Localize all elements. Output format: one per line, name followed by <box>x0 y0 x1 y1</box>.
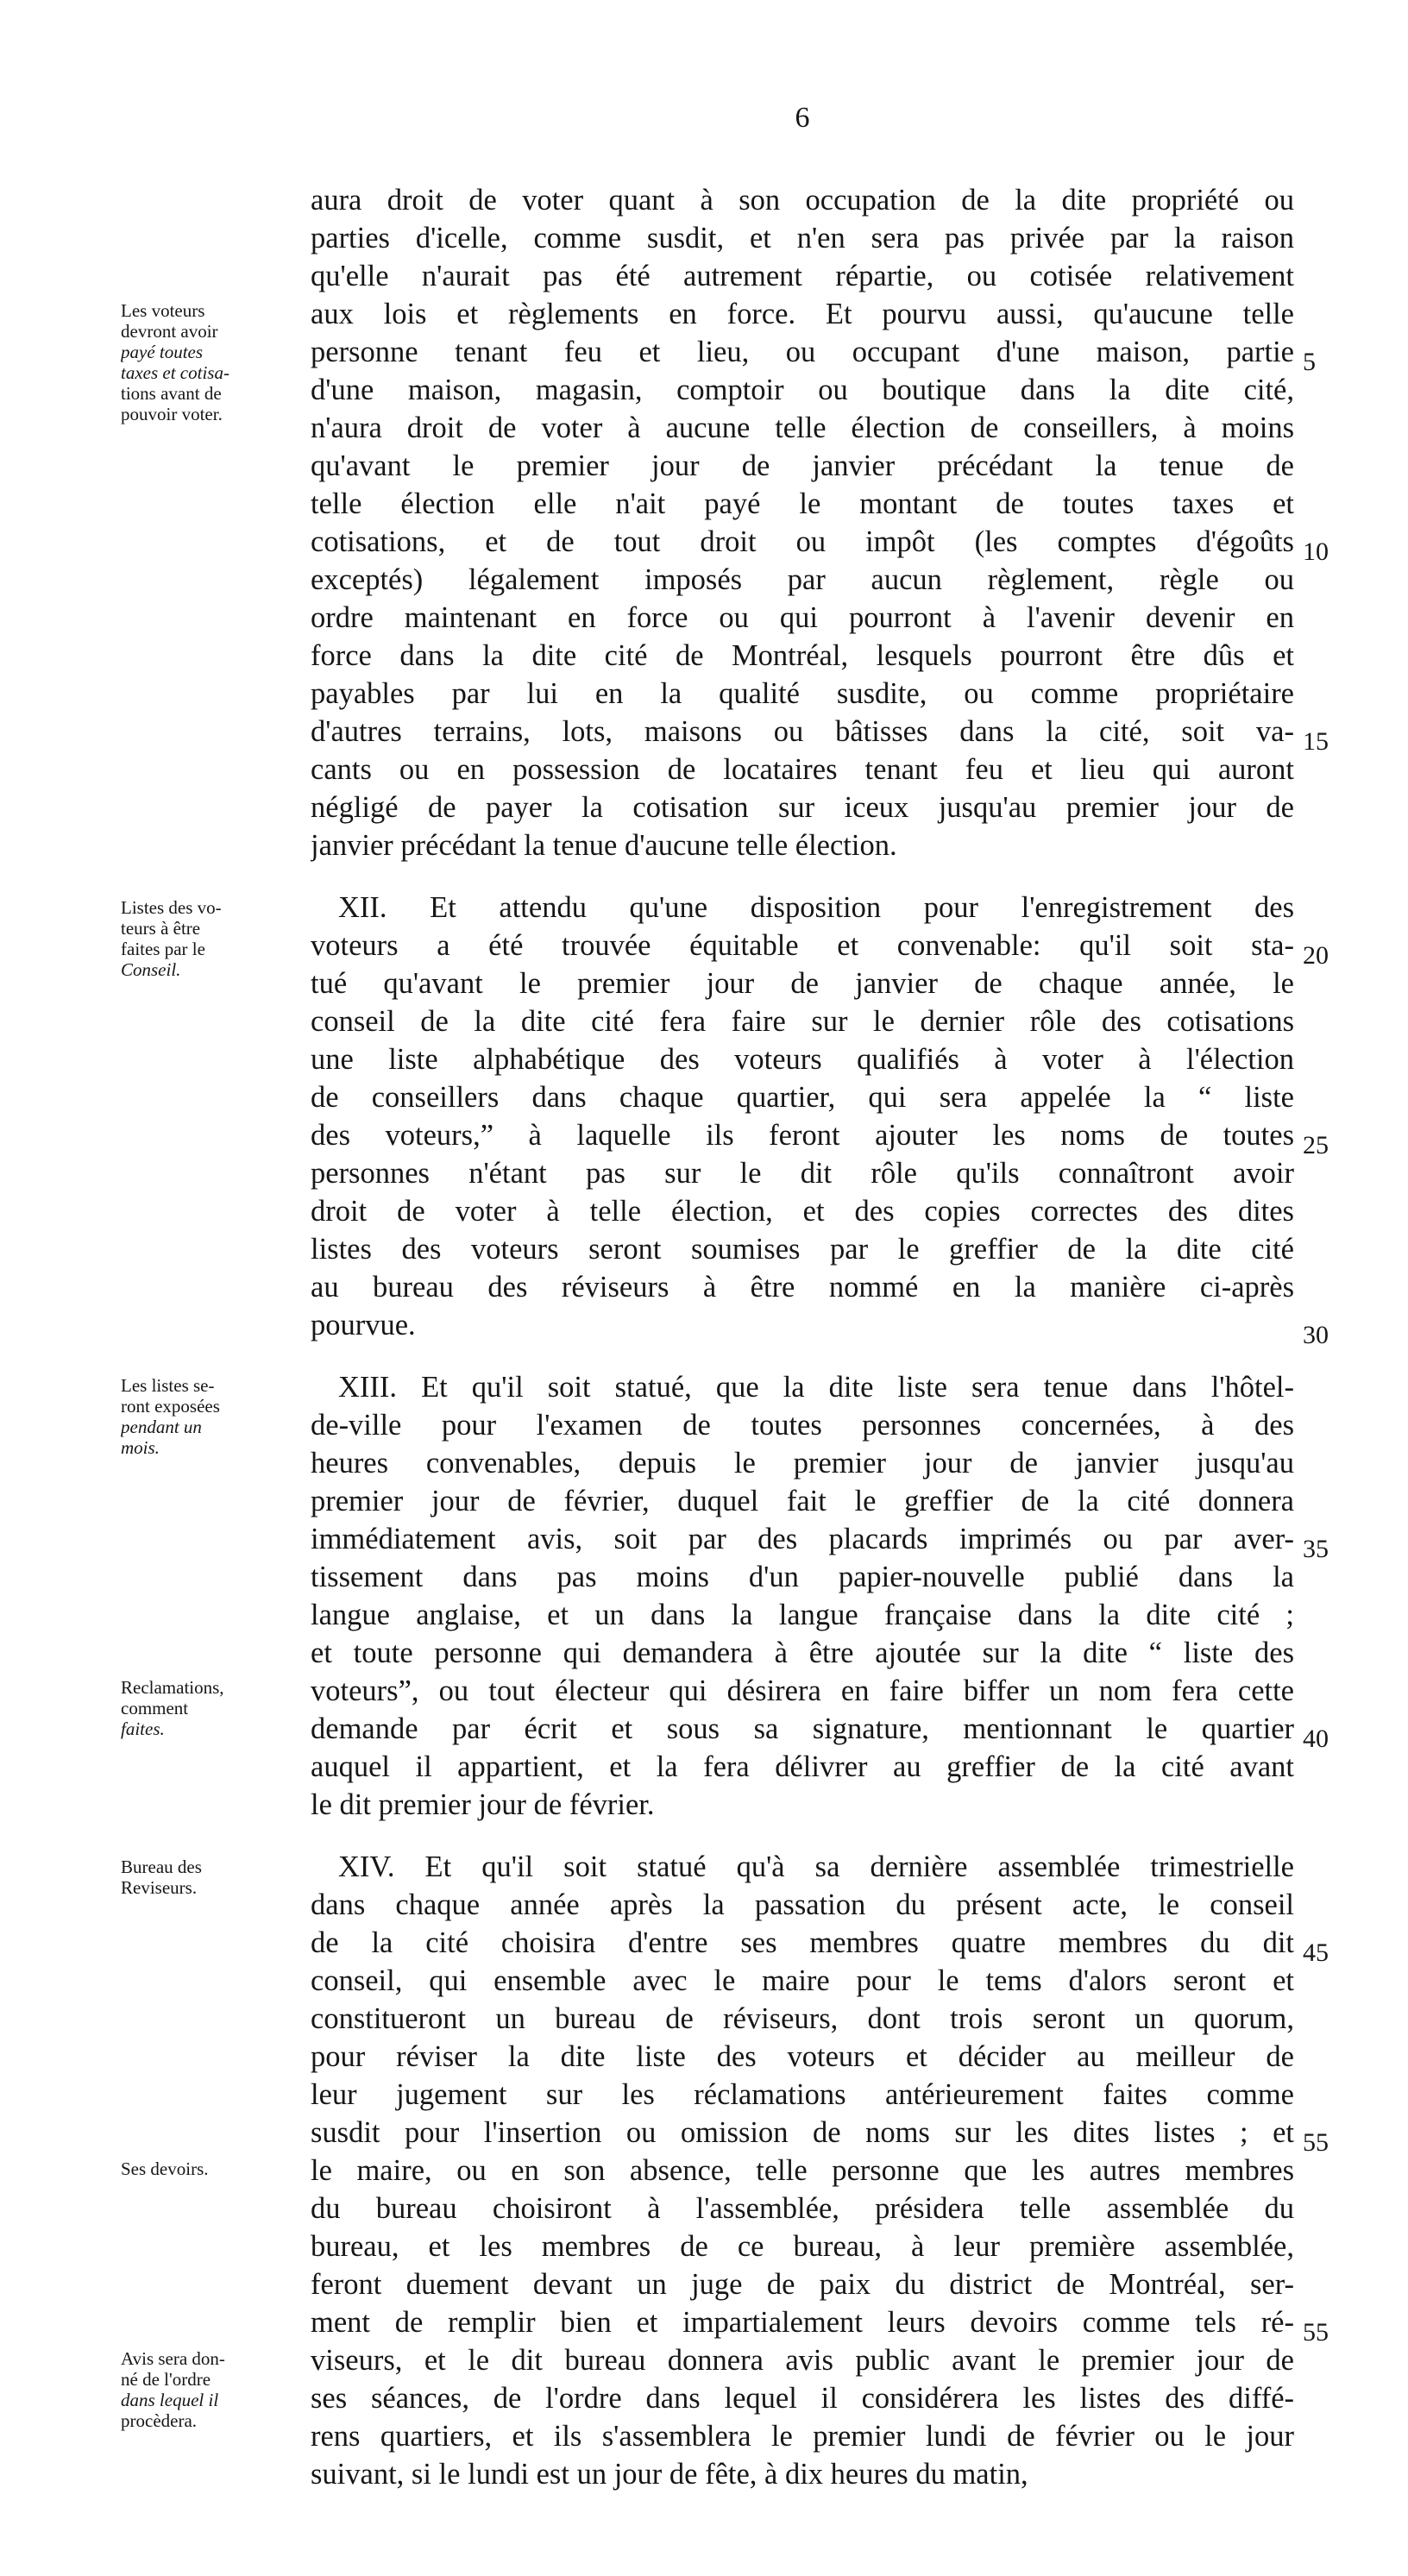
section-heading-line: XII. Et attendu qu'une disposition pour l'enregistrement des <box>338 891 1294 924</box>
text-line: susdit pour l'insertion ou omission de noms sur les dites listes ; et <box>311 2116 1294 2149</box>
text-line: ses séances, de l'ordre dans lequel il considérera les listes des diffé- <box>311 2382 1294 2415</box>
text-line: de conseillers dans chaque quartier, qui sera appelée la “ liste <box>311 1081 1294 1114</box>
text-line: viseurs, et le dit bureau donnera avis public avant le premier jour de <box>311 2344 1294 2377</box>
text-line: une liste alphabétique des voteurs qualifiés à voter à l'élection <box>311 1043 1294 1076</box>
text-line: force dans la dite cité de Montréal, lesquels pourront être dûs et <box>311 639 1294 672</box>
text-line: suivant, si le lundi est un jour de fête, à dix heures du matin, <box>311 2458 1028 2491</box>
text-line: tissement dans pas moins d'un papier-nouvelle publié dans la <box>311 1561 1294 1593</box>
margin-note-line: procèdera. <box>121 2410 198 2431</box>
margin-note-line: Conseil. <box>121 959 181 980</box>
line-number: 15 <box>1303 727 1329 756</box>
margin-note-line: mois. <box>121 1437 160 1458</box>
text-line: aura droit de voter quant à son occupation de la dite propriété ou <box>311 184 1294 217</box>
text-line: tué qu'avant le premier jour de janvier de chaque année, le <box>311 967 1294 1000</box>
margin-note-line: faites par le <box>121 939 205 959</box>
text-line: heures convenables, depuis le premier jour de janvier jusqu'au <box>311 1447 1294 1480</box>
text-line: le maire, ou en son absence, telle personne que les autres membres <box>311 2154 1294 2187</box>
text-line: aux lois et règlements en force. Et pourvu aussi, qu'aucune telle <box>311 298 1294 330</box>
text-line: janvier précédant la tenue d'aucune telle élection. <box>311 829 897 862</box>
margin-note-line: Avis sera don- <box>121 2348 225 2369</box>
text-line: bureau, et les membres de ce bureau, à leur première assemblée, <box>311 2230 1294 2263</box>
line-number: 40 <box>1303 1725 1329 1753</box>
text-line: constitueront un bureau de réviseurs, dont trois seront un quorum, <box>311 2002 1294 2035</box>
text-line: immédiatement avis, soit par des placards imprimés ou par aver- <box>311 1523 1294 1555</box>
text-line: telle élection elle n'ait payé le montant de toutes taxes et <box>311 487 1294 520</box>
text-line: conseil de la dite cité fera faire sur le dernier rôle des cotisations <box>311 1005 1294 1038</box>
line-number: 55 <box>1303 2128 1329 2157</box>
margin-note-line: Listes des vo- <box>121 897 222 918</box>
text-line: négligé de payer la cotisation sur iceux jusqu'au premier jour de <box>311 791 1294 824</box>
text-line: cants ou en possession de locataires tenant feu et lieu qui auront <box>311 753 1294 786</box>
text-line: rens quartiers, et ils s'assemblera le premier lundi de février ou le jour <box>311 2420 1294 2453</box>
text-line: de la cité choisira d'entre ses membres quatre membres du dit <box>311 1926 1294 1959</box>
line-number: 25 <box>1303 1131 1329 1159</box>
margin-note-line: payé toutes <box>121 342 204 362</box>
margin-note-line: comment <box>121 1698 189 1718</box>
margin-note-line: Les voteurs <box>121 300 205 321</box>
margin-note-line: Ses devoirs. <box>121 2158 209 2179</box>
text-line: premier jour de février, duquel fait le greffier de la cité donnera <box>311 1485 1294 1517</box>
text-line: ordre maintenant en force ou qui pourront à l'avenir devenir en <box>311 601 1294 634</box>
text-line: conseil, qui ensemble avec le maire pour le tems d'alors seront et <box>311 1964 1294 1997</box>
text-line: dans chaque année après la passation du présent acte, le conseil <box>311 1888 1294 1921</box>
text-line: qu'elle n'aurait pas été autrement répartie, ou cotisée relativement <box>311 260 1294 292</box>
line-number: 10 <box>1303 537 1329 566</box>
text-line: d'autres terrains, lots, maisons ou bâtisses dans la cité, soit va- <box>311 715 1294 748</box>
section-heading-line: XIV. Et qu'il soit statué qu'à sa dernière assemblée trimestrielle <box>338 1850 1294 1883</box>
line-number: 55 <box>1303 2318 1329 2347</box>
line-number: 30 <box>1303 1321 1329 1349</box>
line-number: 35 <box>1303 1535 1329 1563</box>
margin-note-line: tions avant de <box>121 383 222 404</box>
text-line: le dit premier jour de février. <box>311 1788 655 1821</box>
margin-note-line: ront exposées <box>121 1396 220 1417</box>
text-line: voteurs”, ou tout électeur qui désirera en faire biffer un nom fera cette <box>311 1674 1294 1707</box>
text-line: listes des voteurs seront soumises par le greffier de la dite cité <box>311 1233 1294 1266</box>
margin-note-line: devront avoir <box>121 321 218 342</box>
text-line: auquel il appartient, et la fera délivrer au greffier de la cité avant <box>311 1750 1294 1783</box>
text-line: de-ville pour l'examen de toutes personnes concernées, à des <box>311 1409 1294 1442</box>
margin-note-line: faites. <box>121 1718 165 1739</box>
text-line: exceptés) légalement imposés par aucun règlement, règle ou <box>311 563 1294 596</box>
line-number: 20 <box>1303 941 1329 970</box>
text-line: voteurs a été trouvée équitable et convenable: qu'il soit sta- <box>311 929 1294 962</box>
margin-note-line: pouvoir voter. <box>121 404 223 424</box>
margin-note-line: dans lequel il <box>121 2390 219 2410</box>
text-line: personne tenant feu et lieu, ou occupant d'une maison, partie <box>311 336 1294 368</box>
text-line: qu'avant le premier jour de janvier précédant la tenue de <box>311 449 1294 482</box>
margin-note-line: Reclamations, <box>121 1677 224 1698</box>
text-line: d'une maison, magasin, comptoir ou boutique dans la dite cité, <box>311 374 1294 406</box>
margin-note-line: pendant un <box>121 1417 202 1437</box>
text-line: feront duement devant un juge de paix du district de Montréal, ser- <box>311 2268 1294 2301</box>
text-line: demande par écrit et sous sa signature, mentionnant le quartier <box>311 1712 1294 1745</box>
text-line: pour réviser la dite liste des voteurs et décider au meilleur de <box>311 2040 1294 2073</box>
text-line: payables par lui en la qualité susdite, ou comme propriétaire <box>311 677 1294 710</box>
text-line: des voteurs,” à laquelle ils feront ajouter les noms de toutes <box>311 1119 1294 1152</box>
text-line: au bureau des réviseurs à être nommé en la manière ci-après <box>311 1271 1294 1304</box>
margin-note-line: Reviseurs. <box>121 1877 198 1898</box>
text-line: n'aura droit de voter à aucune telle élection de conseillers, à moins <box>311 412 1294 444</box>
text-line: personnes n'étant pas sur le dit rôle qu'ils connaîtront avoir <box>311 1157 1294 1190</box>
text-line: leur jugement sur les réclamations antérieurement faites comme <box>311 2078 1294 2111</box>
page-number: 6 <box>795 102 810 134</box>
text-line: cotisations, et de tout droit ou impôt (les comptes d'égoûts <box>311 525 1294 558</box>
margin-note-line: teurs à être <box>121 918 201 939</box>
text-line: pourvue. <box>311 1309 416 1341</box>
line-number: 45 <box>1303 1938 1329 1967</box>
text-line: langue anglaise, et un dans la langue française dans la dite cité ; <box>311 1599 1294 1631</box>
line-number: 5 <box>1303 348 1316 376</box>
text-line: et toute personne qui demandera à être ajoutée sur la dite “ liste des <box>311 1637 1294 1669</box>
margin-note-line: taxes et cotisa- <box>121 362 229 383</box>
margin-note-line: Bureau des <box>121 1857 202 1877</box>
margin-note-line: né de l'ordre <box>121 2369 211 2390</box>
text-line: droit de voter à telle élection, et des copies correctes des dites <box>311 1195 1294 1228</box>
text-line: parties d'icelle, comme susdit, et n'en sera pas privée par la raison <box>311 222 1294 254</box>
section-heading-line: XIII. Et qu'il soit statué, que la dite liste sera tenue dans l'hôtel- <box>338 1371 1294 1404</box>
text-line: ment de remplir bien et impartialement leurs devoirs comme tels ré- <box>311 2306 1294 2339</box>
margin-note-line: Les listes se- <box>121 1375 215 1396</box>
text-line: du bureau choisiront à l'assemblée, présidera telle assemblée du <box>311 2192 1294 2225</box>
